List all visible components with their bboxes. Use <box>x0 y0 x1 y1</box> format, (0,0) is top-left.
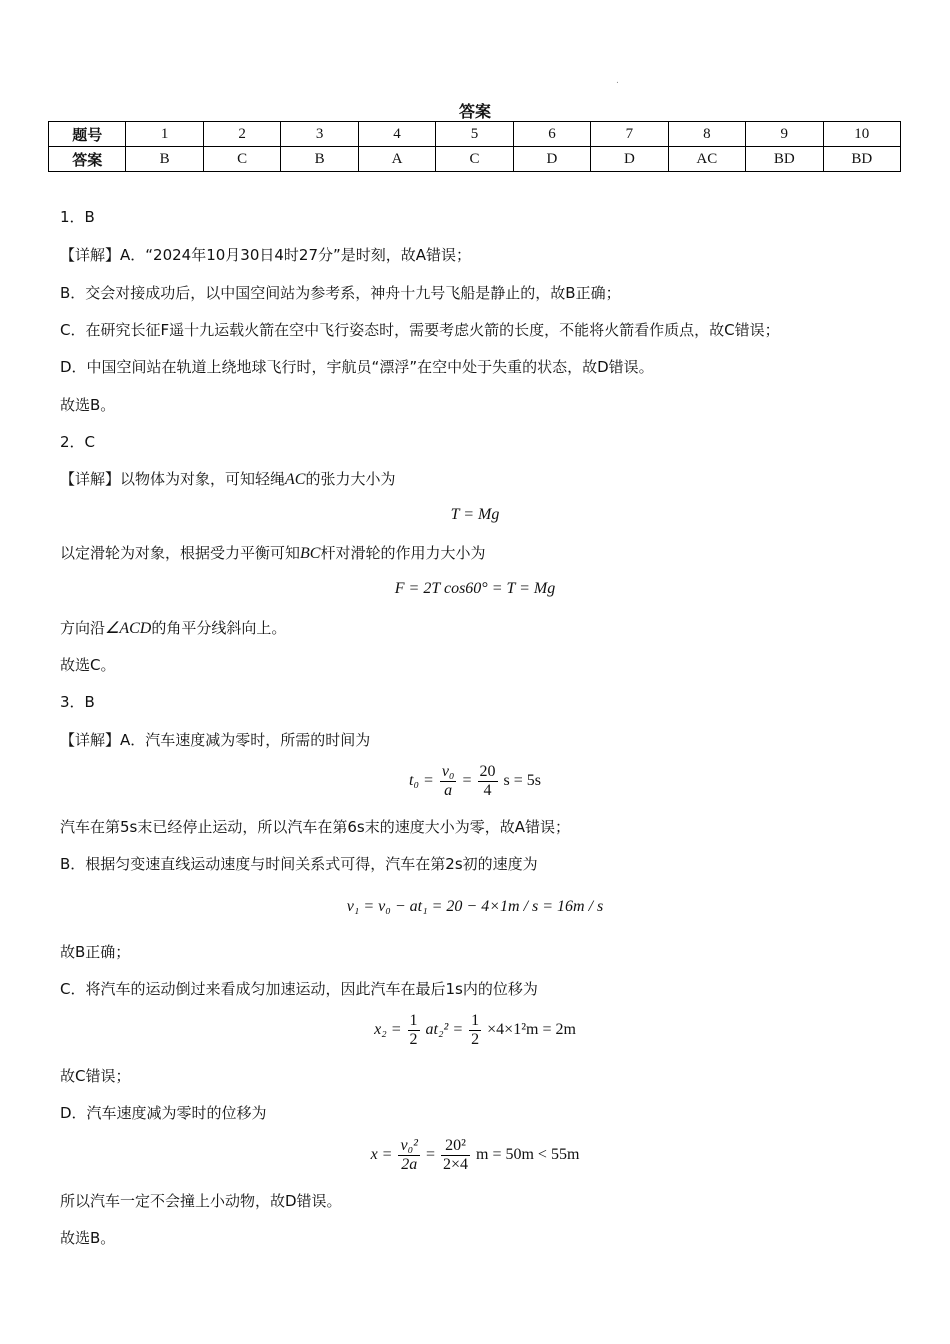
q3-conclusion: 故选B。 <box>60 1229 116 1247</box>
q1-line-d: D．中国空间站在轨道上绕地球飞行时，宇航员“漂浮”在空中处于失重的状态，故D错误。 <box>60 358 654 376</box>
table-cell: BD <box>823 147 900 172</box>
fraction: $\frac{\text{v₀²}}{2a}$ <box>400 1137 418 1173</box>
header-dot: . <box>616 76 619 86</box>
table-row-label: 答案 <box>49 147 126 172</box>
q2-equation-2: F = 2T cos60° = T = Mg <box>394 580 556 597</box>
q3-equation-d: x = $\frac{\text{v₀²}}{2a}$ = $\frac{\text{20²}}{2\times 4}$ m = 50m < 55m <box>370 1137 580 1173</box>
q3-line-c2: 故C错误； <box>60 1067 131 1085</box>
answer-table <box>48 121 901 172</box>
q3-line-a: 【详解】A．汽车速度减为零时，所需的时间为 <box>60 731 371 749</box>
page-title: 答案 <box>458 102 491 121</box>
q1-line-b: B．交会对接成功后，以中国空间站为参考系，神舟十九号飞船是静止的，故B正确； <box>60 284 621 302</box>
table-row-label: 题号 <box>49 122 126 147</box>
fraction: $\frac{1}{2}$ <box>471 1012 480 1048</box>
q3-equation-c: x₂ = $\frac{1}{2}$ at₂² = $\frac{1}{2}$ ×4×1²m = 2m <box>374 1012 576 1048</box>
q3-line-b2: 故B正确； <box>60 943 131 961</box>
table-cell: 4 <box>358 122 435 147</box>
table-cell: 8 <box>668 122 745 147</box>
table-cell: B <box>281 147 358 172</box>
table-cell: BD <box>746 147 823 172</box>
q3-line-d2: 所以汽车一定不会撞上小动物，故D错误。 <box>60 1192 342 1210</box>
fraction: $\frac{20}{4}$ <box>479 763 496 799</box>
table-cell: D <box>513 147 590 172</box>
table-cell: 3 <box>281 122 358 147</box>
q2-line-1: 【详解】以物体为对象，可知轻绳AC的张力大小为 <box>60 470 396 488</box>
table-cell: C <box>436 147 513 172</box>
fraction: $\frac{1}{2}$ <box>409 1012 418 1048</box>
table-cell: 9 <box>746 122 823 147</box>
q3-heading: 3．B <box>60 693 95 711</box>
table-cell: D <box>591 147 668 172</box>
table-cell: 6 <box>513 122 590 147</box>
table-cell: C <box>203 147 280 172</box>
q2-conclusion: 故选C。 <box>60 656 116 674</box>
table-row <box>49 122 901 147</box>
q3-line-d: D．汽车速度减为零时的位移为 <box>60 1104 267 1122</box>
table-row <box>49 147 901 172</box>
fraction: $\frac{\text{20²}}{2\times 4}$ <box>442 1137 469 1173</box>
q2-line-3: 方向沿∠ACD的角平分线斜向上。 <box>60 619 287 637</box>
table-cell: 7 <box>591 122 668 147</box>
table-cell: 5 <box>436 122 513 147</box>
q1-line-a: 【详解】A．“2024年10月30日4时27分”是时刻，故A错误； <box>60 246 472 264</box>
table-cell: 2 <box>203 122 280 147</box>
q2-line-2: 以定滑轮为对象，根据受力平衡可知BC杆对滑轮的作用力大小为 <box>60 544 486 562</box>
table-cell: 10 <box>823 122 900 147</box>
table-cell: AC <box>668 147 745 172</box>
q3-equation-a: t₀ = $\frac{\text{v₀}}{a}$ = $\frac{20}{4}$ s = 5s <box>409 763 541 799</box>
fraction: $\frac{\text{v₀}}{a}$ <box>441 763 455 799</box>
table-cell: 1 <box>126 122 203 147</box>
q3-line-a2: 汽车在第5s末已经停止运动，所以汽车在第6s末的速度大小为零，故A错误； <box>60 818 570 836</box>
table-cell: B <box>126 147 203 172</box>
q3-line-b: B．根据匀变速直线运动速度与时间关系式可得，汽车在第2s初的速度为 <box>60 855 538 873</box>
q3-equation-b: v₁ = v₀ − at₁ = 20 − 4×1m / s = 16m / s <box>346 898 604 915</box>
q3-line-c: C．将汽车的运动倒过来看成匀加速运动，因此汽车在最后1s内的位移为 <box>60 980 538 998</box>
q2-equation-1: T = Mg <box>450 506 500 523</box>
q1-line-c: C．在研究长征F遥十九运载火箭在空中飞行姿态时，需要考虑火箭的长度，不能将火箭看作质点，故C错误； <box>60 321 780 339</box>
q1-heading: 1．B <box>60 208 95 226</box>
table-cell: A <box>358 147 435 172</box>
q1-conclusion: 故选B。 <box>60 396 116 414</box>
q2-heading: 2．C <box>60 433 96 451</box>
